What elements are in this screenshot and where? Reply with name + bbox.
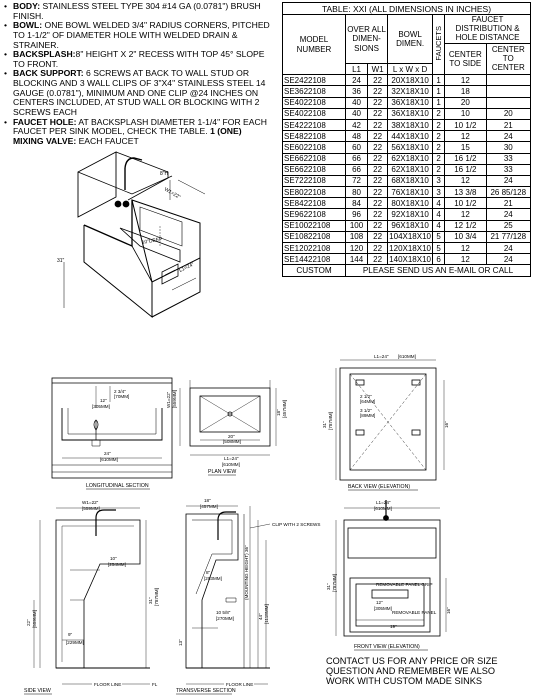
side-fl-label: FL [152, 682, 158, 687]
front-dim-l1-mm: [610MM] [374, 506, 392, 511]
long-dim-24: 24" [104, 451, 111, 456]
cell-center-side: 10 [445, 108, 486, 119]
header-model-number: MODEL NUMBER [283, 15, 346, 75]
side-dim-10-mm: [254MM] [108, 562, 126, 567]
back-dim-2-1-2-mm: [64MM] [360, 399, 376, 404]
cell-center-side: 15 [445, 142, 486, 153]
back-dim-31-mm: [787MM] [328, 412, 333, 430]
cell-center-center: 20 [486, 108, 530, 119]
header-center-to-center: CENTER TO CENTER [486, 43, 530, 75]
side-dim-22: 22" [26, 619, 31, 626]
cell-center-side: 13 3/8 [445, 187, 486, 198]
isometric-view [64, 152, 205, 317]
cell-faucets: 2 [433, 131, 445, 142]
cell-bowl: 32X18X10 [388, 86, 433, 97]
trans-dim-10-5-8: 10 5/8" [216, 610, 231, 615]
back-dim-l1: L1=24" [374, 354, 389, 359]
cell-l1: 72 [346, 175, 368, 186]
caption-transverse-section: TRANSVERSE SECTION [176, 688, 236, 694]
cell-faucets: 3 [433, 187, 445, 198]
cell-center-center: 30 [486, 142, 530, 153]
trans-dim-13: 13" [178, 639, 183, 646]
spec-label: BOWL: [13, 20, 43, 31]
cell-faucets: 4 [433, 220, 445, 231]
spec-text: EACH FAUCET [76, 135, 139, 146]
trans-dim-8-mm: [203MM] [204, 576, 222, 581]
cell-center-center: 24 [486, 243, 530, 254]
transverse-section [186, 506, 270, 668]
plan-dim-20-mm: [508MM] [223, 439, 241, 444]
back-dim-31: 31" [322, 421, 327, 428]
cell-bowl: 36X18X10 [388, 108, 433, 119]
trans-dim-18-mm: [457MM] [200, 504, 218, 509]
cell-bowl: 68X18X10 [388, 175, 433, 186]
back-view [336, 360, 444, 480]
trans-dim-8: 8" [206, 570, 211, 575]
iso-total-height-label: 31" [57, 258, 65, 264]
front-dim-12-mm: [305MM] [374, 606, 392, 611]
cell-center-side: 12 [445, 131, 486, 142]
trans-floor-line: FLOOR LINE [226, 682, 254, 687]
cell-faucets: 2 [433, 164, 445, 175]
cell-model: SE4022108 [283, 97, 346, 108]
table-title: TABLE: XXI (ALL DIMENSIONS IN INCHES) [283, 3, 531, 15]
cell-w1: 22 [368, 86, 388, 97]
long-dim-2-3-4: 2 3/4" [114, 389, 126, 394]
cell-w1: 22 [368, 108, 388, 119]
cell-faucets: 5 [433, 231, 445, 242]
caption-front-view: FRONT VIEW (ELEVATION) [354, 644, 420, 650]
back-dim-3-1-2: 3 1/2" [360, 408, 372, 413]
cell-center-center: 24 [486, 209, 530, 220]
cell-l1: 120 [346, 243, 368, 254]
cell-center-center: 25 [486, 220, 530, 231]
cell-model: SE6622108 [283, 164, 346, 175]
cell-model: SE3622108 [283, 86, 346, 97]
spec-label: 1 (ONE) MIXING VALVE: [13, 126, 242, 146]
cell-l1: 84 [346, 198, 368, 209]
header-faucet-distribution: FAUCET DISTRIBUTION & HOLE DISTANCE [445, 15, 531, 44]
front-dim-19: 19" [390, 624, 397, 629]
cell-model: SE9622108 [283, 209, 346, 220]
cell-bowl: 38X18X10 [388, 119, 433, 130]
plan-dim-18-mm: [457MM] [282, 400, 287, 418]
cell-model: SE7222108 [283, 175, 346, 186]
iso-width-label: W1=22" [163, 186, 182, 201]
cell-bowl: 36X18X10 [388, 97, 433, 108]
cell-w1: 22 [368, 198, 388, 209]
cell-faucets: 3 [433, 175, 445, 186]
cell-l1: 144 [346, 254, 368, 265]
long-dim-2-3-4-mm: [70MM] [114, 394, 130, 399]
custom-note: PLEASE SEND US AN E-MAIL OR CALL [346, 265, 531, 277]
cell-w1: 22 [368, 187, 388, 198]
cell-bowl: 92X18X10 [388, 209, 433, 220]
cell-bowl: 76X18X10 [388, 187, 433, 198]
cell-model: SE6622108 [283, 153, 346, 164]
spec-label: BODY: [13, 1, 41, 11]
plan-dim-w1: W1=22" [166, 391, 171, 408]
cell-model: SE8022108 [283, 187, 346, 198]
front-dim-12: 12" [376, 600, 383, 605]
spec-label: BACK SUPPORT: [13, 68, 84, 79]
side-floor-line: FLOOR LINE [94, 682, 122, 687]
spec-text: 8" HEIGHT X 2" RECESS WITH TOP 45° SLOPE TO FRONT. [13, 49, 265, 69]
cell-center-side: 18 [445, 86, 486, 97]
cell-bowl: 62X18X10 [388, 164, 433, 175]
cell-l1: 36 [346, 86, 368, 97]
cell-center-side: 12 [445, 75, 486, 86]
cell-l1: 42 [346, 119, 368, 130]
cell-bowl: 62X18X10 [388, 153, 433, 164]
iso-height-label: 8"H [160, 171, 169, 177]
cell-l1: 24 [346, 75, 368, 86]
side-dim-w1: W1=22" [82, 500, 99, 505]
cell-model: SE4222108 [283, 119, 346, 130]
front-dim-31: 31" [326, 583, 331, 590]
cell-model: SE12022108 [283, 243, 346, 254]
cell-faucets: 2 [433, 119, 445, 130]
cell-center-center: 24 [486, 131, 530, 142]
cell-bowl: 104X18X10 [389, 232, 431, 242]
longitudinal-section [52, 378, 172, 478]
cell-l1: 48 [346, 131, 368, 142]
side-dim-10: 10" [110, 556, 117, 561]
cell-center-side: 12 [445, 243, 486, 254]
cell-center-side: 16 1/2 [445, 164, 486, 175]
cell-model: SE4022108 [283, 108, 346, 119]
side-dim-9-mm: [229MM] [66, 640, 84, 645]
cell-bowl: 20X18X10 [388, 75, 433, 86]
cell-model: SE14422108 [283, 254, 346, 265]
front-dim-l1: L1=24" [376, 500, 391, 505]
cell-faucets: 1 [433, 86, 445, 97]
cell-w1: 22 [368, 254, 388, 265]
header-l1: L1 [346, 64, 368, 75]
caption-plan-view: PLAN VIEW [208, 469, 237, 475]
front-view [336, 500, 446, 636]
cell-center-center: 21 [486, 198, 530, 209]
contact-note: CONTACT US FOR ANY PRICE OR SIZE QUESTION AND REMEMBER WE ALSO WORK WITH CUSTOM MADE SINKS [326, 656, 498, 686]
cell-model: SE2422108 [283, 75, 346, 86]
header-center-to-side: CENTER TO SIDE [445, 43, 486, 75]
cell-l1: 66 [346, 164, 368, 175]
front-dim-16: 16" [446, 607, 451, 614]
cell-center-side: 10 3/4 [445, 231, 486, 242]
spec-label: BACKSPLASH: [13, 49, 76, 60]
cell-l1: 40 [346, 97, 368, 108]
cell-w1: 22 [368, 119, 388, 130]
cell-center-side: 16 1/2 [445, 153, 486, 164]
cell-faucets: 6 [433, 254, 445, 265]
cell-center-side: 20 [445, 97, 486, 108]
front-removable-grip: REMOVABLE PANEL GRIP [376, 582, 433, 587]
cell-center-center: 24 [486, 175, 530, 186]
side-dim-w1-mm: [559MM] [82, 506, 100, 511]
cell-center-center: 33 [486, 153, 530, 164]
trans-dim-10-5-8-mm: [270MM] [216, 616, 234, 621]
custom-model: CUSTOM [283, 265, 346, 277]
cell-center-center: 26 85/128 [486, 187, 530, 198]
cell-model: SE8422108 [283, 198, 346, 209]
long-dim-12: 12" [100, 398, 107, 403]
cell-model: SE6022108 [283, 142, 346, 153]
cell-center-side: 12 [445, 175, 486, 186]
long-dim-12-mm: [305MM] [92, 404, 110, 409]
cell-faucets: 2 [433, 153, 445, 164]
back-dim-l1-mm: [610MM] [398, 354, 416, 359]
header-bowl-dimensions: BOWL DIMEN. [388, 15, 433, 64]
spec-label: FAUCET HOLE: [13, 116, 77, 127]
cell-center-side: 10 1/2 [445, 119, 486, 130]
back-dim-16: 16" [444, 421, 449, 428]
cell-w1: 22 [368, 243, 388, 254]
cell-l1: 108 [346, 231, 368, 242]
side-view [34, 508, 150, 668]
spec-text: STAINLESS STEEL TYPE 304 #14 GA (0.0781") BRUSH FINISH. [13, 1, 261, 21]
cell-w1: 22 [368, 164, 388, 175]
trans-dim-mounting: (MOUNTING HEIGHT) 36" [244, 545, 249, 600]
cell-l1: 40 [346, 108, 368, 119]
caption-longitudinal-section: LONGITUDINAL SECTION [86, 483, 149, 489]
header-overall-dimensions: OVER ALL DIMEN- SIONS [346, 15, 388, 64]
cell-model: SE10822108 [283, 231, 346, 242]
cell-w1: 22 [368, 153, 388, 164]
plan-dim-20: 20" [228, 434, 235, 439]
trans-clip-label: CLIP WITH 2 SCREWS [272, 522, 321, 527]
cell-center-side: 12 [445, 209, 486, 220]
cell-w1: 22 [368, 142, 388, 153]
cell-l1: 80 [346, 187, 368, 198]
caption-side-view: SIDE VIEW [24, 688, 51, 694]
cell-faucets: 5 [433, 243, 445, 254]
cell-faucets: 4 [433, 209, 445, 220]
cell-model: SE10022108 [283, 220, 346, 231]
header-faucets-label: FAUCETS [434, 26, 444, 61]
side-dim-31-mm: [787MM] [154, 588, 159, 606]
plan-dim-l1-mm: [610MM] [222, 462, 240, 467]
cell-w1: 22 [368, 231, 388, 242]
caption-back-view: BACK VIEW (ELEVATION) [348, 484, 411, 490]
cell-faucets: 1 [433, 97, 445, 108]
cell-center-center: 21 77/128 [486, 231, 530, 242]
cell-faucets: 1 [433, 75, 445, 86]
front-dim-31-mm: [787MM] [332, 574, 337, 592]
cell-w1: 22 [368, 131, 388, 142]
cell-l1: 96 [346, 209, 368, 220]
spec-text: ONE BOWL WELDED 3/4" RADIUS CORNERS, PITCHED TO 1-1/2" OF DIAMETER HOLE WITH WELDED DRAIN & STRAINER. [13, 20, 270, 50]
cell-center-center: 33 [486, 164, 530, 175]
cell-l1: 100 [346, 220, 368, 231]
iso-length-label: L1=24" [178, 261, 196, 274]
front-removable-panel: REMOVABLE PANEL [392, 610, 437, 615]
cell-bowl: 96X18X10 [388, 220, 433, 231]
iso-depth-label: 10"DEEP [141, 236, 163, 246]
cell-bowl: 120X18X10 [389, 243, 431, 253]
cell-bowl: 56X18X10 [388, 142, 433, 153]
side-dim-31: 31" [148, 597, 153, 604]
plan-dim-18: 18" [276, 409, 281, 416]
side-dim-9: 9" [68, 632, 73, 637]
trans-dim-44: 44" [258, 613, 263, 620]
cell-bowl: 140X18X10 [389, 254, 431, 264]
spec-text: AT BACKSPLASH DIAMETER 1-1/4" FOR EACH FAUCET PER SINK MODEL, CHECK THE TABLE. [13, 116, 267, 137]
back-dim-3-1-2-mm: [89MM] [360, 413, 376, 418]
cell-w1: 22 [368, 220, 388, 231]
cell-w1: 22 [368, 209, 388, 220]
side-dim-22-mm: [559MM] [32, 610, 37, 628]
plan-dim-w1-mm: [559MM] [172, 390, 177, 408]
cell-bowl: 44X18X10 [388, 131, 433, 142]
cell-l1: 66 [346, 153, 368, 164]
cell-center-side: 12 [445, 254, 486, 265]
cell-w1: 22 [368, 175, 388, 186]
cell-w1: 22 [368, 97, 388, 108]
cell-faucets: 2 [433, 108, 445, 119]
cell-faucets: 4 [433, 198, 445, 209]
trans-dim-18: 18" [204, 498, 211, 503]
cell-l1: 60 [346, 142, 368, 153]
header-w1: W1 [368, 64, 388, 75]
cell-center-side: 10 1/2 [445, 198, 486, 209]
cell-model: SE4822108 [283, 131, 346, 142]
cell-center-center: 24 [486, 254, 530, 265]
trans-dim-44-mm: [1118MM] [264, 604, 269, 624]
plan-dim-l1: L1=24" [224, 456, 239, 461]
spec-text: 6 SCREWS AT BACK TO WALL STUD OR BLOCKING AND 3 WALL CLIPS OF 3"X4" STAINLESS STEEL 14 GAUGE (0.0781"), MINIMUM AND ONE CLIP @24 INCHES ON CENTERS INCLUDED, AT STUD WALL OR BLOCKING WITH 2 SCREWS EACH [13, 68, 266, 117]
cell-faucets: 2 [433, 142, 445, 153]
cell-bowl: 80X18X10 [388, 198, 433, 209]
long-dim-24-mm: [610MM] [100, 457, 118, 462]
cell-center-center: 21 [486, 119, 530, 130]
cell-w1: 22 [368, 75, 388, 86]
back-dim-2-1-2: 2 1/2" [360, 394, 372, 399]
cell-center-side: 12 1/2 [445, 220, 486, 231]
header-lwd: L x W x D [388, 64, 433, 75]
